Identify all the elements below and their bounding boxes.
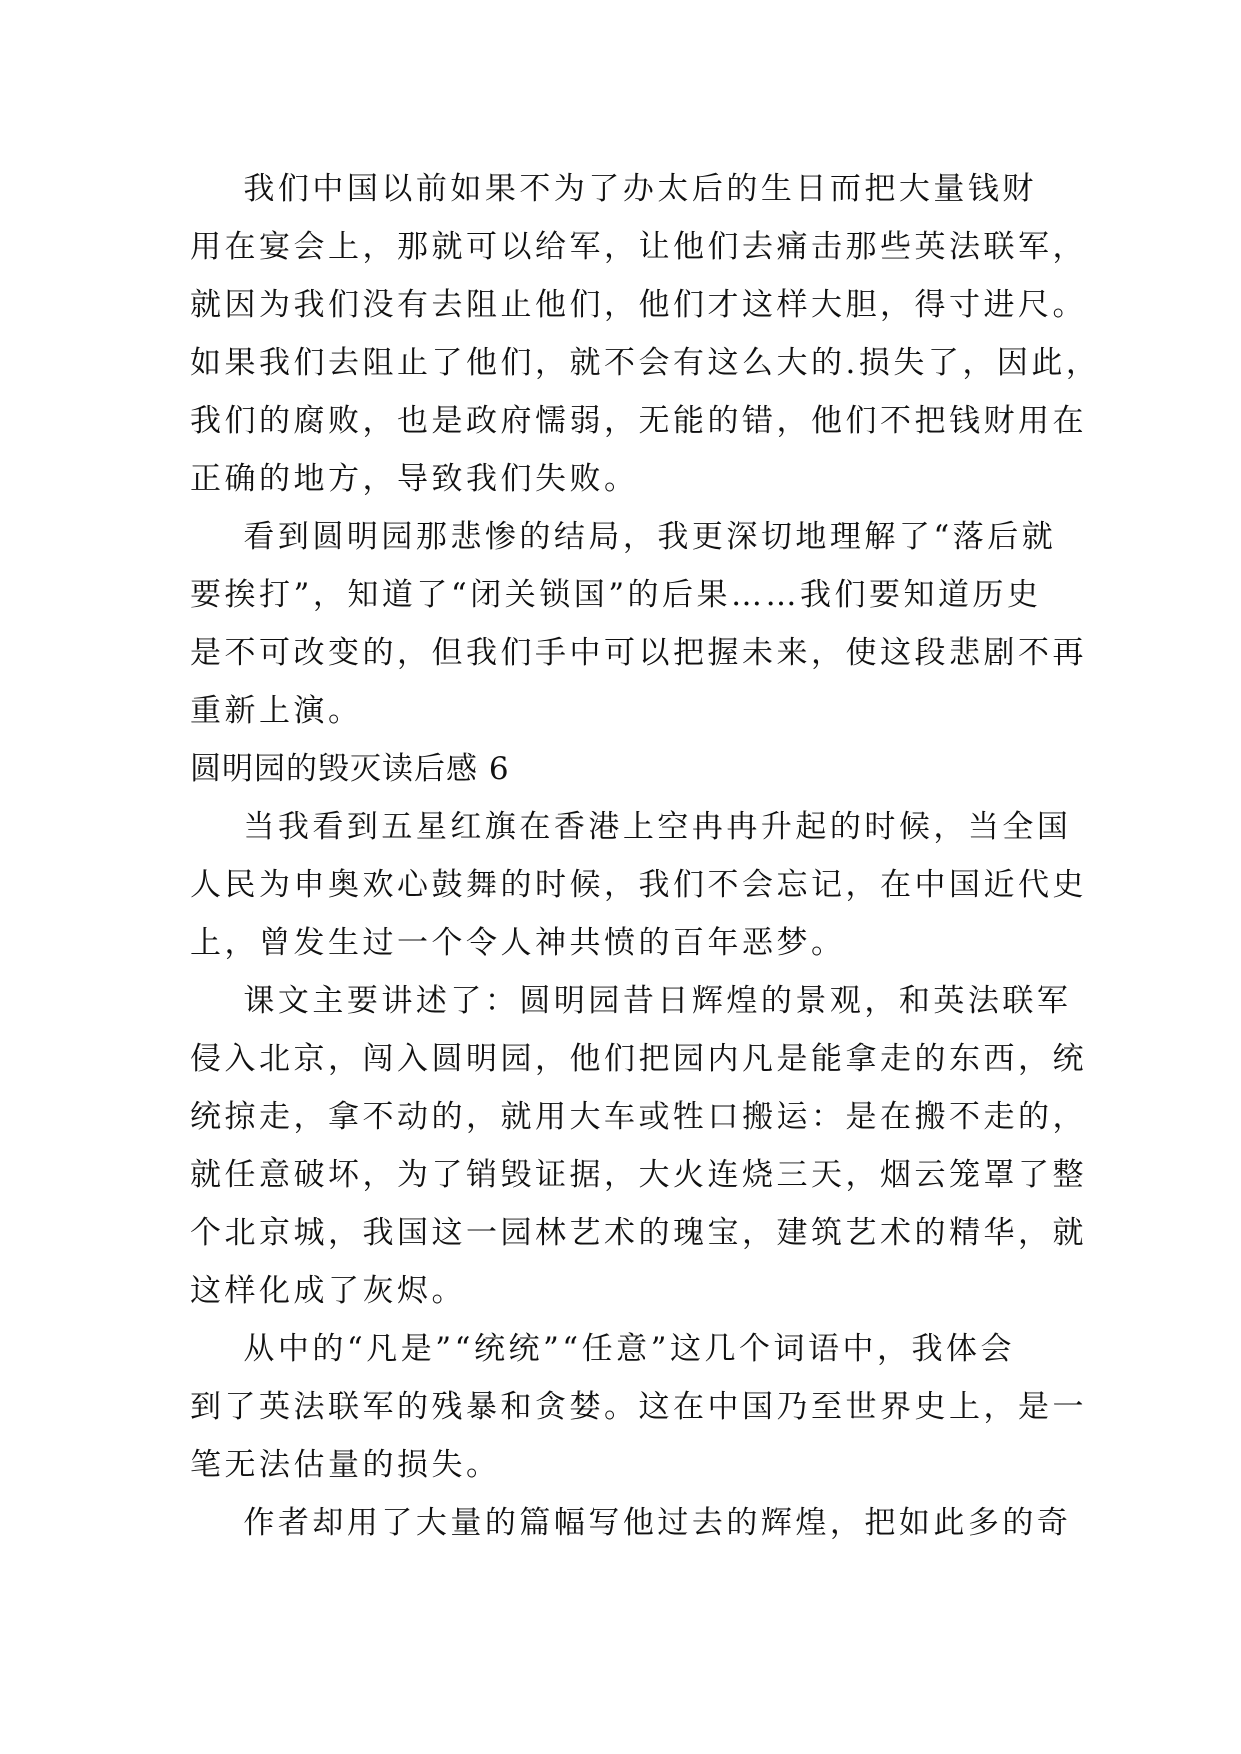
text-line: 个北京城，我国这一园林艺术的瑰宝，建筑艺术的精华，就 [190,1215,1087,1251]
section-title: 圆明园的毁灭读后感 6 [190,751,510,787]
text-line: 统掠走，拿不动的，就用大车或牲口搬运：是在搬不走的， [190,1099,1087,1135]
text-line: 就因为我们没有去阻止他们，他们才这样大胆，得寸进尺。 [190,287,1087,323]
text-line: 侵入北京，闯入圆明园，他们把园内凡是能拿走的东西，统 [190,1041,1087,1077]
text-line: 是不可改变的，但我们手中可以把握未来，使这段悲剧不再 [190,635,1087,671]
text-line: 就任意破坏，为了销毁证据，大火连烧三天，烟云笼罩了整 [190,1157,1087,1193]
text-line: 看到圆明园那悲惨的结局，我更深切地理解了“落后就 [190,519,1057,555]
text-line: 我们中国以前如果不为了办太后的生日而把大量钱财 [190,171,1037,207]
text-line: 人民为申奥欢心鼓舞的时候，我们不会忘记，在中国近代史 [190,867,1087,903]
text-line: 到了英法联军的残暴和贪婪。这在中国乃至世界史上，是一 [190,1389,1087,1425]
text-line: 从中的“凡是”“统统”“任意”这几个词语中，我体会 [190,1331,1016,1367]
text-line: 这样化成了灰烬。 [190,1273,466,1309]
text-line: 当我看到五星红旗在香港上空冉冉升起的时候，当全国 [190,809,1072,845]
text-line: 用在宴会上，那就可以给军，让他们去痛击那些英法联军， [190,229,1087,265]
text-line: 我们的腐败，也是政府懦弱，无能的错，他们不把钱财用在 [190,403,1087,439]
document-page [190,160,1101,1552]
text-line: 课文主要讲述了：圆明园昔日辉煌的景观，和英法联军 [190,983,1072,1019]
text-line: 笔无法估量的损失。 [190,1447,501,1483]
text-line: 正确的地方，导致我们失败。 [190,461,639,497]
text-line: 上，曾发生过一个令人神共愤的百年恶梦。 [190,925,846,961]
text-line: 要挨打”，知道了“闭关锁国”的后果……我们要知道历史 [190,577,1042,613]
text-line: 作者却用了大量的篇幅写他过去的辉煌，把如此多的奇 [190,1505,1072,1541]
text-line: 重新上演。 [190,693,363,729]
text-line: 如果我们去阻止了他们，就不会有这么大的.损失了，因此， [190,345,1101,381]
